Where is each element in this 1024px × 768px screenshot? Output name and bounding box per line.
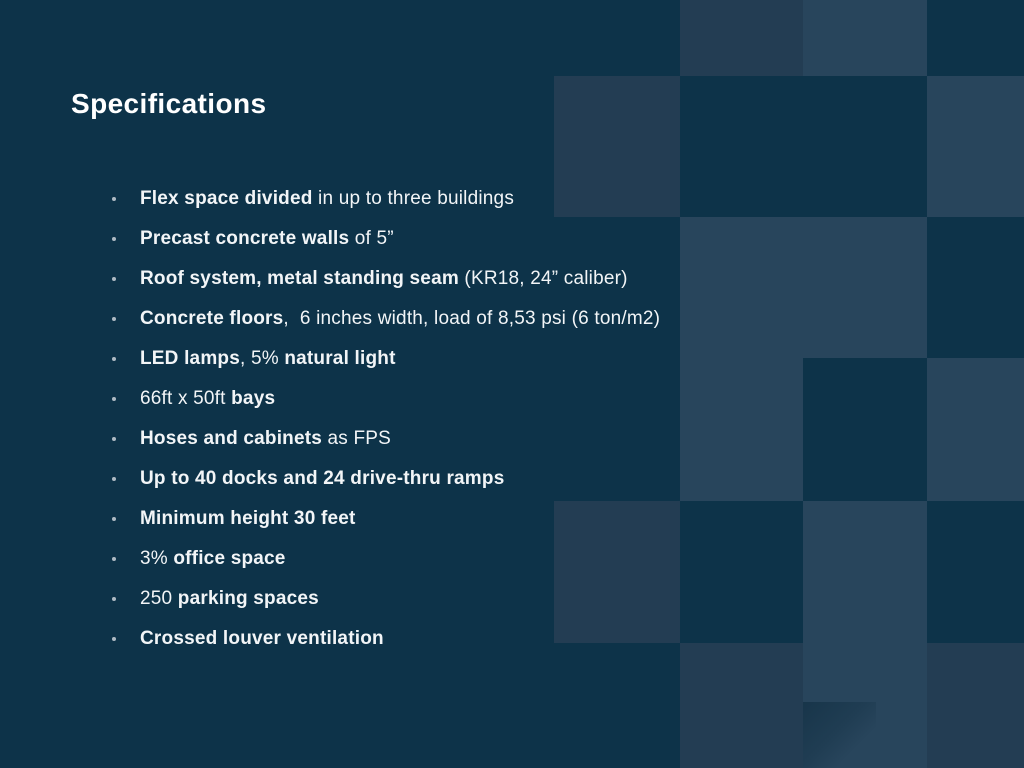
bullet-dot-icon (112, 557, 116, 561)
pattern-square (927, 358, 1024, 501)
bullet-dot-icon (112, 637, 116, 641)
list-item (112, 579, 660, 619)
list-item-text: Flex space divided in up to three buildings (140, 188, 515, 209)
list-item-text: Precast concrete walls of 5” (140, 228, 394, 249)
pattern-square (927, 76, 1024, 217)
bullet-dot-icon (112, 277, 116, 281)
pattern-square (680, 0, 803, 76)
pattern-square (927, 643, 1024, 768)
list-item-text: Minimum height 30 feet (140, 508, 356, 529)
list-item-text: 66ft x 50ft bays (140, 388, 276, 409)
list-item-text: 250 parking spaces (140, 588, 319, 609)
bullet-dot-icon (112, 397, 116, 401)
pattern-square (803, 217, 927, 358)
list-item (112, 339, 660, 379)
list-item-text: Hoses and cabinets as FPS (140, 428, 392, 449)
pattern-square (680, 217, 803, 358)
list-item (112, 619, 660, 659)
list-item (112, 299, 660, 339)
watermark-patch (803, 702, 876, 768)
list-item (112, 219, 660, 259)
pattern-square (680, 358, 803, 501)
list-item-text: Roof system, metal standing seam (KR18, 24” caliber) (140, 268, 628, 289)
pattern-square (803, 0, 927, 76)
list-item-text: LED lamps, 5% natural light (140, 348, 396, 369)
bullet-dot-icon (112, 197, 116, 201)
bullet-dot-icon (112, 317, 116, 321)
bullet-dot-icon (112, 597, 116, 601)
list-item (112, 539, 660, 579)
list-item-text: Concrete floors, 6 inches width, load of 8,53 psi (6 ton/m2) (140, 308, 661, 329)
list-item (112, 179, 660, 219)
bullet-dot-icon (112, 517, 116, 521)
list-item (112, 499, 660, 539)
pattern-square (803, 501, 927, 643)
page-title: Specifications (71, 88, 267, 119)
bullet-dot-icon (112, 357, 116, 361)
list-item-text: 3% office space (140, 548, 286, 569)
list-item-text: Crossed louver ventilation (140, 628, 384, 649)
bullet-dot-icon (112, 477, 116, 481)
list-item (112, 259, 660, 299)
pattern-square (680, 643, 803, 768)
bullet-dot-icon (112, 437, 116, 441)
list-item (112, 419, 660, 459)
spec-list (112, 179, 660, 659)
bullet-dot-icon (112, 237, 116, 241)
list-item-text: Up to 40 docks and 24 drive-thru ramps (140, 468, 505, 489)
list-item (112, 459, 660, 499)
list-item (112, 379, 660, 419)
